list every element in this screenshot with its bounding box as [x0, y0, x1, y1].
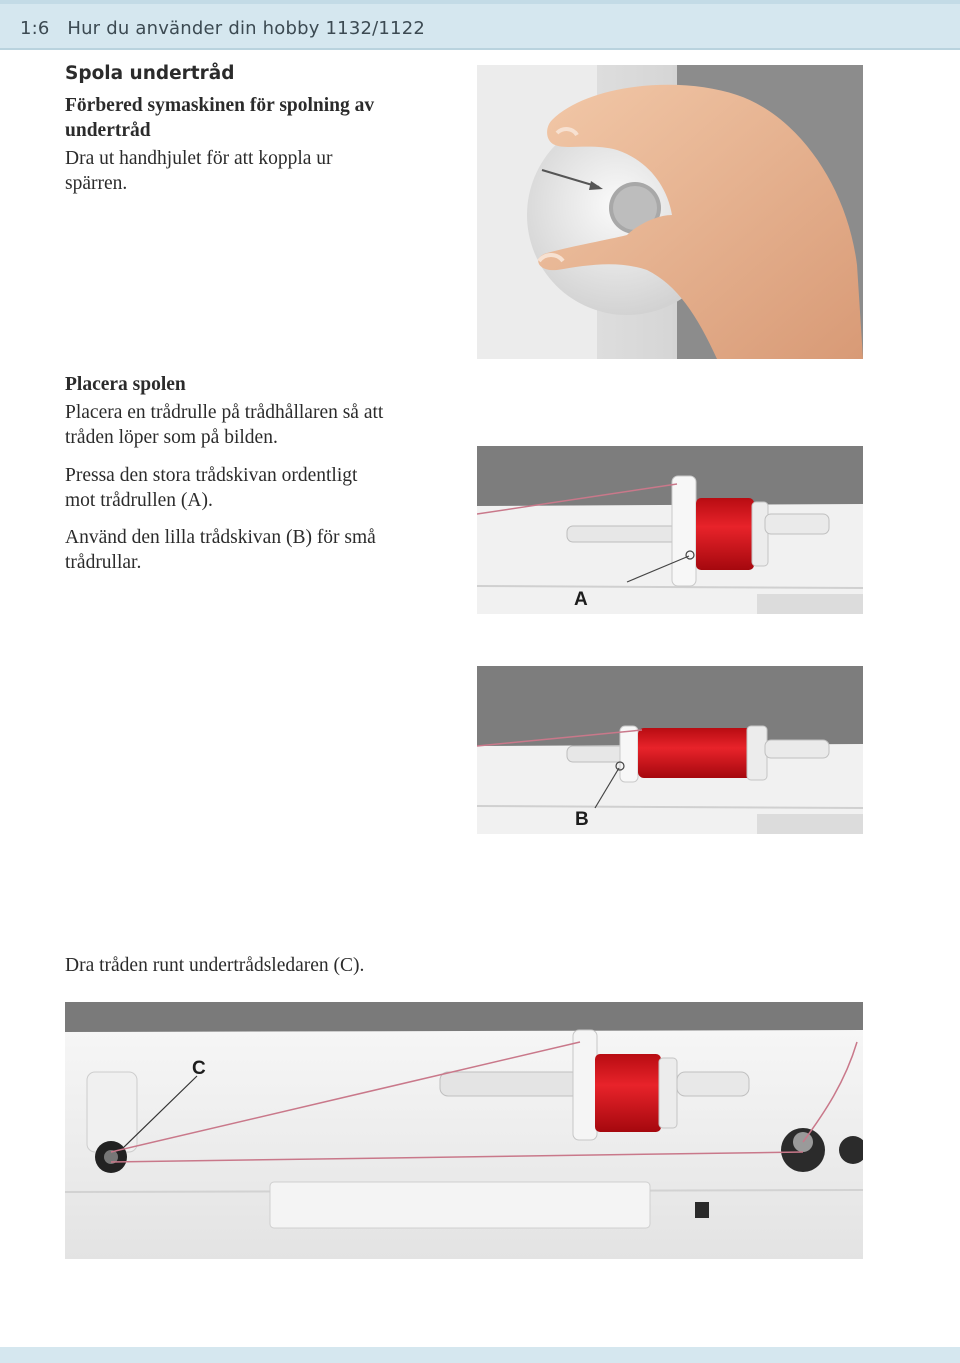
spool-text-2a: Pressa den stora trådskivan ordentligt	[65, 465, 358, 486]
manual-title: Hur du använder din hobby 1132/1122	[67, 18, 426, 39]
label-b: B	[575, 809, 589, 830]
header-title	[20, 18, 425, 39]
label-a: A	[574, 589, 588, 610]
handwheel-photo	[477, 65, 863, 359]
spool-disc-small-photo	[477, 666, 863, 834]
page-header	[0, 0, 960, 48]
spool-title: Placera spolen	[65, 374, 186, 395]
page-footer	[0, 1347, 960, 1363]
spool-disc-large-photo	[477, 446, 863, 614]
prep-text-line-1: Dra ut handhjulet för att koppla ur	[65, 148, 333, 169]
header-divider	[0, 48, 960, 50]
spool-text-1b: tråden löper som på bilden.	[65, 427, 278, 448]
label-c: C	[192, 1058, 206, 1079]
spool-text-1a: Placera en trådrulle på trådhållaren så att	[65, 402, 384, 423]
spool-text-3a: Använd den lilla trådskivan (B) för små	[65, 527, 376, 548]
prep-title-line-2: undertråd	[65, 120, 151, 141]
thread-guide-photo	[65, 1002, 863, 1259]
spool-text-3b: trådrullar.	[65, 552, 142, 573]
page-number: 1:6	[20, 18, 50, 39]
guide-text: Dra tråden runt undertrådsledaren (C).	[65, 955, 365, 976]
prep-text-line-2: spärren.	[65, 173, 128, 194]
section-heading: Spola undertråd	[65, 63, 235, 84]
prep-title-line-1: Förbered symaskinen för spolning av	[65, 95, 375, 116]
spool-text-2b: mot trådrullen (A).	[65, 490, 213, 511]
